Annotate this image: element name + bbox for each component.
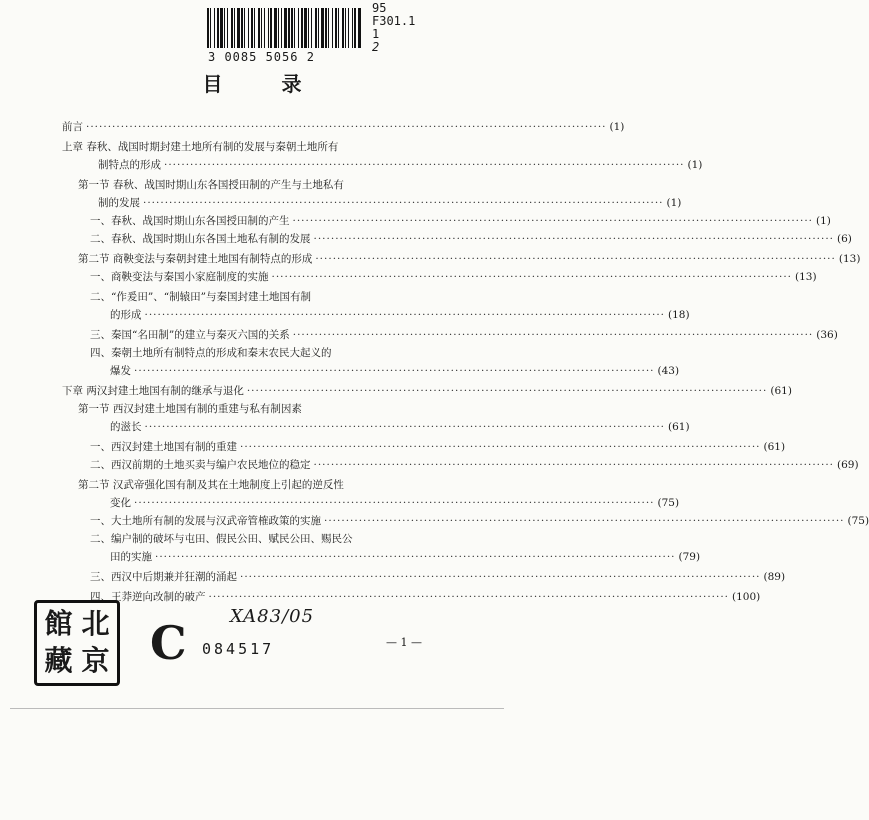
barcode-bar [308, 8, 309, 48]
toc-entry-page: (61) [763, 441, 786, 453]
barcode-bar [231, 8, 233, 48]
barcode-bar [311, 8, 312, 48]
barcode-bar [354, 8, 356, 48]
toc-entry-title: 的滋长 [110, 421, 142, 433]
toc-entry [90, 532, 353, 546]
barcode-bar [315, 8, 317, 48]
toc-leader-dots: ························································································································ [86, 121, 607, 133]
barcode-bar [207, 8, 209, 48]
barcode-bar [288, 8, 290, 48]
toc-entry [78, 402, 302, 416]
toc-entry [62, 140, 338, 154]
toc-entry [90, 346, 332, 360]
toc-entry-page: (61) [668, 421, 690, 433]
barcode-number: 3 0085 5056 2 [208, 50, 315, 64]
toc-leader-dots: ························································································································ [324, 515, 845, 527]
toc-leader-dots: ························································································································ [208, 591, 730, 603]
toc-entry [90, 590, 761, 604]
toc-leader-dots: ························································································································ [240, 441, 761, 453]
toc-entry-title: 第一节 春秋、战国时期山东各国授田制的产生与土地私有 [78, 179, 344, 191]
toc-entry-title: 第二节 商鞅变法与秦朝封建土地国有制特点的形成 [78, 253, 313, 265]
barcode-bar [345, 8, 346, 48]
toc-entry-page: (6) [837, 233, 852, 245]
toc-leader-dots: ························································································································ [134, 497, 655, 509]
toc-entry-page: (61) [770, 385, 792, 397]
barcode-bar [261, 8, 262, 48]
toc-entry-page: (18) [668, 309, 690, 321]
toc-leader-dots: ························································································································ [315, 253, 836, 265]
stamp-char: 京 [81, 644, 110, 677]
toc-entry-title: 一、春秋、战国时期山东各国授田制的产生 [90, 215, 290, 227]
barcode-bar [301, 8, 303, 48]
toc-leader-dots: ························································································································ [143, 197, 664, 209]
toc-entry-title: 田的实施 [110, 551, 152, 563]
barcode-bar [321, 8, 324, 48]
call-number-line: 2 [372, 40, 380, 54]
toc-leader-dots: ························································································································ [271, 271, 793, 283]
stamp-char: 北 [81, 607, 110, 640]
barcode-bar [348, 8, 349, 48]
toc-leader-dots: ························································································································ [134, 365, 655, 377]
toc-entry-page: (89) [763, 571, 786, 583]
toc-entry [90, 458, 859, 472]
toc-entry-page: (1) [666, 197, 682, 209]
stamp-char: 藏 [44, 644, 73, 677]
call-number [372, 2, 415, 54]
barcode-bar [278, 8, 279, 48]
stamp-char: 館 [44, 607, 73, 640]
toc-leader-dots: ························································································································ [313, 459, 835, 471]
call-number-line: 95 [372, 1, 387, 15]
toc-leader-dots: ························································································································ [313, 233, 835, 245]
toc-entry-title: 前言 [62, 121, 83, 133]
toc-leader-dots: ························································································································ [164, 159, 685, 171]
toc-entry-page: (36) [816, 329, 838, 341]
toc-leader-dots: ························································································································ [246, 385, 768, 397]
toc-leader-dots: ························································································································ [144, 421, 666, 433]
toc-entry-title: 第二节 汉武帝强化国有制及其在土地制度上引起的逆反性 [78, 479, 344, 491]
toc-entry [90, 232, 852, 246]
toc-entry-page: (75) [657, 497, 680, 509]
barcode-bar [328, 8, 329, 48]
barcode-bar [281, 8, 282, 48]
toc-entry-title: 上章 春秋、战国时期封建土地所有制的发展与秦朝土地所有 [62, 141, 339, 153]
toc-entry [90, 270, 817, 284]
toc-entry [90, 290, 311, 304]
toc-entry-title: 三、西汉中后期兼并狂潮的涌起 [90, 571, 237, 583]
toc-entry [110, 364, 680, 378]
barcode-bar [224, 8, 225, 48]
barcode-bar [284, 8, 287, 48]
toc-entry-page: (13) [795, 271, 817, 283]
toc-entry-page: (100) [732, 591, 761, 603]
toc-entry-title: 制特点的形成 [98, 159, 161, 171]
toc-entry-page: (1) [816, 215, 831, 227]
barcode-bar [270, 8, 272, 48]
toc-leader-dots: ························································································································ [292, 329, 814, 341]
toc-entry-title: 二、春秋、战国时期山东各国土地私有制的发展 [90, 233, 311, 245]
toc-leader-dots: ························································································································ [240, 571, 761, 583]
barcode-bar [227, 8, 228, 48]
barcode-bar [258, 8, 260, 48]
barcode-bar [298, 8, 299, 48]
toc-entry-page: (1) [609, 121, 625, 133]
barcode-bar [332, 8, 333, 48]
toc-entry [98, 158, 703, 172]
toc-entry [62, 120, 625, 134]
barcode-bar [338, 8, 339, 48]
toc-entry-title: 下章 两汉封建土地国有制的继承与退化 [62, 385, 244, 397]
toc-entry-page: (43) [657, 365, 680, 377]
barcode-bar [210, 8, 211, 48]
barcode-bar [294, 8, 295, 48]
catalog-letter: C [150, 616, 187, 670]
barcode-bar [244, 8, 245, 48]
barcode-bar [342, 8, 344, 48]
toc-entry-page: (75) [847, 515, 869, 527]
toc-entry [110, 496, 680, 510]
barcode-bar [352, 8, 353, 48]
barcode-bar [234, 8, 235, 48]
toc-entry [90, 328, 838, 342]
barcode [205, 8, 365, 48]
barcode-bar [335, 8, 337, 48]
toc-entry [90, 514, 869, 528]
toc-entry-title: 三、秦国“名田制”的建立与秦灭六国的关系 [90, 329, 290, 341]
handwritten-note: XA83/05 [230, 606, 315, 627]
toc-entry [62, 384, 792, 398]
toc-entry-page: (1) [687, 159, 703, 171]
library-stamp [34, 600, 120, 686]
toc-entry-title: 二、西汉前期的土地买卖与编户农民地位的稳定 [90, 459, 311, 471]
toc-entry-title: 的形成 [110, 309, 142, 321]
toc-entry-title: 二、“作爰田”、“制辕田”与秦国封建土地国有制 [90, 291, 311, 303]
barcode-bar [358, 8, 361, 48]
toc-entry-page: (79) [678, 551, 701, 563]
toc-entry-title: 变化 [110, 497, 131, 509]
toc-entry-page: (69) [837, 459, 859, 471]
barcode-bar [241, 8, 243, 48]
toc-entry-title: 一、西汉封建土地国有制的重建 [90, 441, 237, 453]
barcode-bar [217, 8, 219, 48]
barcode-bar [254, 8, 255, 48]
barcode-bar [304, 8, 307, 48]
toc-entry-title: 一、大土地所有制的发展与汉武帝管榷政策的实施 [90, 515, 321, 527]
toc-entry [110, 550, 701, 564]
barcode-bar [251, 8, 253, 48]
toc-entry-title: 二、编户制的破坏与屯田、假民公田、赋民公田、赐民公 [90, 533, 353, 545]
toc-entry-title: 一、商鞅变法与秦国小家庭制度的实施 [90, 271, 269, 283]
toc-entry-page: (13) [838, 253, 861, 265]
barcode-bar [291, 8, 293, 48]
toc-entry-title: 四、秦朝土地所有制特点的形成和秦末农民大起义的 [90, 347, 332, 359]
page-number: — 1 — [386, 636, 422, 649]
toc-entry [110, 308, 690, 322]
toc-entry [78, 178, 344, 192]
barcode-bar [248, 8, 249, 48]
accession-number: 084517 [202, 640, 275, 658]
toc-entry [90, 214, 831, 228]
page-title: 目 录 [202, 72, 328, 96]
barcode-bar [318, 8, 319, 48]
toc-leader-dots: ························································································································ [155, 551, 676, 563]
toc-entry [90, 570, 786, 584]
toc-leader-dots: ························································································································ [292, 215, 814, 227]
toc-entry-title: 四、王莽逆向改制的破产 [90, 591, 206, 603]
toc-entry [78, 478, 344, 492]
barcode-bar [214, 8, 215, 48]
barcode-bar [237, 8, 240, 48]
toc-leader-dots: ························································································································ [144, 309, 666, 321]
barcode-bar [220, 8, 223, 48]
toc-entry [78, 252, 861, 266]
call-number-line: 1 [372, 27, 380, 41]
page-edge-line [10, 708, 504, 709]
barcode-bar [325, 8, 327, 48]
toc-entry-title: 爆发 [110, 365, 131, 377]
barcode-bar [274, 8, 277, 48]
toc-entry [98, 196, 682, 210]
toc-entry [110, 420, 690, 434]
toc-entry-title: 制的发展 [98, 197, 140, 209]
barcode-bar [264, 8, 265, 48]
barcode-bar [268, 8, 269, 48]
toc-entry [90, 440, 786, 454]
call-number-line: F301.1 [372, 14, 416, 28]
toc-entry-title: 第一节 西汉封建土地国有制的重建与私有制因素 [78, 403, 302, 415]
